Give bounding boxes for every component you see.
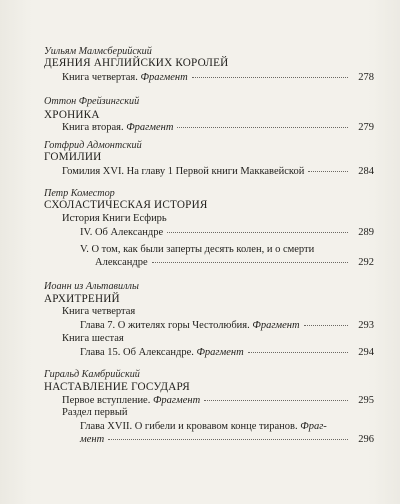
entry-text: Александре (95, 257, 148, 268)
page-number: 296 (358, 434, 374, 445)
page-number: 284 (358, 166, 374, 177)
entry-text: Глава XVII. О гибели и кровавом конце тиранов. (80, 421, 301, 432)
toc-entry[interactable] (80, 433, 374, 446)
dot-leader (192, 77, 348, 78)
toc-entry[interactable] (62, 165, 374, 178)
entry-suffix: мент (80, 434, 105, 445)
entry-text: Гомилия XVI. На главу 1 Первой книги Маккавейской (62, 166, 305, 177)
section-author: Готфрид Адмонтский (44, 140, 142, 151)
toc-entry-text[interactable]: V. О том, как были заперты десять колен, и о смерти (80, 244, 315, 255)
section-title: ДЕЯНИЯ АНГЛИЙСКИХ КОРОЛЕЙ (44, 57, 229, 69)
section-title: СХОЛАСТИЧЕСКАЯ ИСТОРИЯ (44, 199, 208, 211)
page-number: 278 (358, 72, 374, 83)
toc-subheading[interactable]: Книга шестая (62, 333, 124, 344)
entry-suffix: Фрагмент (152, 395, 201, 406)
toc-entry[interactable] (62, 121, 374, 134)
toc-subheading[interactable]: История Книги Есфирь (62, 213, 167, 224)
dot-leader (308, 171, 348, 172)
dot-leader (204, 400, 348, 401)
entry-suffix: Фрагмент (140, 72, 188, 83)
dot-leader (304, 325, 348, 326)
section-author: Уильям Малмсберийский (44, 46, 152, 57)
dot-leader (167, 232, 348, 233)
section-title: НАСТАВЛЕНИЕ ГОСУДАРЯ (44, 381, 190, 393)
entry-text: Книга четвертая. (62, 72, 141, 83)
page-number: 292 (358, 257, 374, 268)
dot-leader (248, 352, 348, 353)
entry-text: Глава 15. Об Александре. (80, 347, 197, 358)
dot-leader (152, 262, 348, 263)
entry-suffix: Фрагмент (126, 122, 174, 133)
entry-suffix: Фраг- (300, 421, 327, 432)
page-number: 294 (358, 347, 374, 358)
entry-text: Глава 7. О жителях горы Честолюбия. (80, 320, 253, 331)
toc-entry-text[interactable] (80, 420, 327, 433)
page-number: 289 (358, 227, 374, 238)
section-title: ХРОНИКА (44, 109, 100, 121)
toc-entry[interactable] (95, 256, 374, 269)
section-title: ГОМИЛИИ (44, 151, 102, 163)
toc-entry[interactable] (62, 71, 374, 84)
page-number: 295 (358, 395, 374, 406)
toc-entry[interactable] (80, 226, 374, 239)
page-number: 279 (358, 122, 374, 133)
section-author: Иоанн из Альтавиллы (44, 281, 139, 292)
entry-suffix: Фрагмент (252, 320, 300, 331)
section-author: Гиральд Камбрийский (44, 369, 140, 380)
dot-leader (108, 439, 348, 440)
section-author: Оттон Фрейзингский (44, 96, 140, 107)
entry-text: Книга вторая. (62, 122, 127, 133)
page-number: 293 (358, 320, 374, 331)
toc-entry[interactable] (80, 346, 374, 359)
entry-text: IV. Об Александре (80, 227, 164, 238)
section-author: Петр Коместор (44, 188, 115, 199)
toc-entry[interactable] (80, 319, 374, 332)
toc-subheading[interactable]: Книга четвертая (62, 306, 136, 317)
dot-leader (177, 127, 348, 128)
entry-suffix: Фрагмент (196, 347, 244, 358)
toc-subheading[interactable]: Раздел первый (62, 407, 128, 418)
entry-text: Первое вступление. (62, 395, 153, 406)
section-title: АРХИТРЕНИЙ (44, 293, 120, 305)
